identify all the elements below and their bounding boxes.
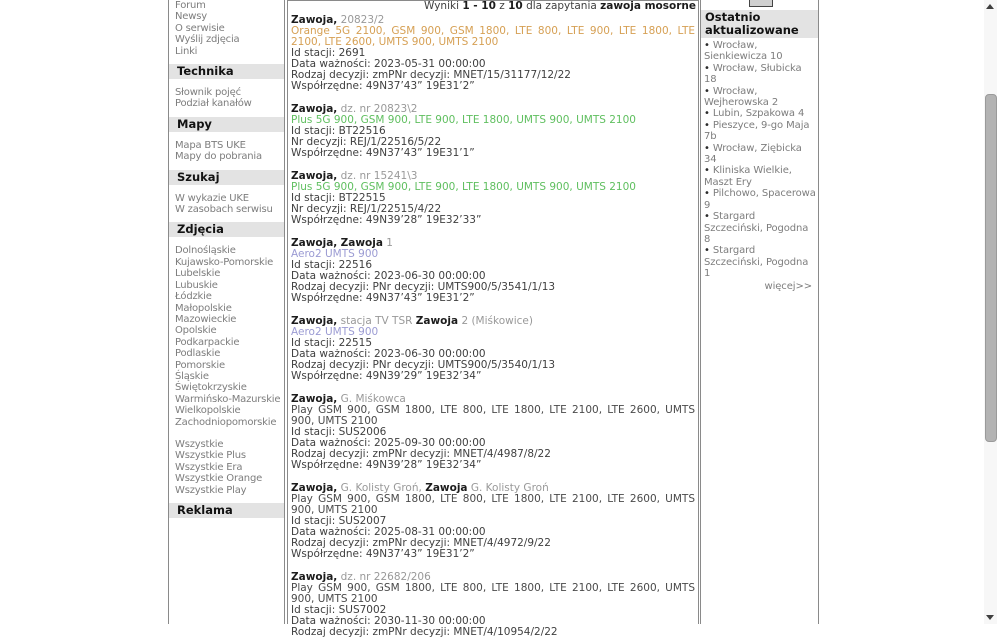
result-title-segment: dz. nr 15241\3	[340, 170, 418, 182]
result-detail-line: Id stacji: 22516	[291, 259, 373, 271]
sidebar-link[interactable]: Łódzkie	[175, 291, 212, 303]
result-details	[291, 427, 695, 471]
sidebar-link[interactable]: Lubuskie	[175, 279, 218, 291]
results-query: zawoja mosorne	[600, 0, 696, 12]
result-title-segment: 1	[386, 237, 393, 249]
left-sidebar	[168, 0, 285, 624]
result-detail-line: Współrzędne: 49N37’43” 19E31’1”	[291, 147, 475, 159]
result-details	[291, 193, 695, 226]
sidebar-link[interactable]: Wielkopolskie	[175, 405, 241, 417]
operator-bands: Plus 5G 900, GSM 900, LTE 900, LTE 1800, UMTS 900, UMTS 2100	[291, 181, 636, 193]
result-title-segment: dz. nr 22682/206	[340, 571, 431, 583]
sidebar-link-group	[169, 439, 284, 496]
scrollbar-thumb[interactable]	[985, 94, 997, 442]
result-details	[291, 516, 695, 560]
results-column	[287, 0, 699, 638]
result-detail-line: Rodzaj decyzji: zmPNr decyzji: MNET/4/4972/9/22	[291, 537, 551, 549]
sidebar-link[interactable]: Wszystkie Orange	[175, 473, 263, 485]
result-detail-line: Nr decyzji: REJ/1/22515/4/22	[291, 203, 442, 215]
result-title-segment: 2 (Miśkowice)	[461, 315, 533, 327]
result-item	[291, 238, 695, 304]
result-title-segment: 20823/2	[340, 14, 385, 26]
sidebar-link[interactable]: Wszystkie Plus	[175, 450, 246, 462]
sidebar-link[interactable]: Małopolskie	[175, 302, 232, 314]
recent-title: Ostatnio aktualizowane	[701, 10, 818, 38]
result-item	[291, 316, 695, 382]
result-title-segment: Zawoja,	[291, 571, 338, 583]
result-item	[291, 394, 695, 471]
sidebar-link[interactable]: W zasobach serwisu	[175, 204, 273, 216]
recent-item[interactable]: • Wrocław, Sienkiewicza 10	[704, 40, 816, 63]
result-title-segment: Zawoja,	[291, 237, 338, 249]
result-title-segment: Zawoja	[340, 237, 383, 249]
sidebar-link[interactable]: Mazowieckie	[175, 313, 237, 325]
sidebar-link[interactable]: Pomorskie	[175, 359, 225, 371]
sidebar-link[interactable]: Newsy	[175, 11, 207, 23]
sidebar-link[interactable]: Wszystkie Era	[175, 461, 243, 473]
sidebar-link[interactable]: Opolskie	[175, 325, 217, 337]
recent-item[interactable]: • Wrocław, Wejherowska 2	[704, 86, 816, 109]
sidebar-link-group	[169, 245, 284, 428]
vertical-scrollbar[interactable]	[984, 0, 997, 624]
results-list	[288, 13, 698, 638]
result-title-segment: Zawoja,	[291, 103, 338, 115]
sidebar-top-links	[169, 0, 284, 57]
recent-item[interactable]: • Wrocław, Ziębicka 34	[704, 143, 816, 166]
sidebar-section-groups	[169, 140, 284, 163]
operator-bands: Play GSM 900, GSM 1800, LTE 800, LTE 1800, LTE 2100, LTE 2600, UMTS 900, UMTS 2100	[291, 493, 695, 516]
results-header-prefix: Wyniki	[424, 0, 463, 12]
result-detail-line: Współrzędne: 49N39’28” 19E32’34”	[291, 459, 482, 471]
sidebar-link-group	[169, 87, 284, 110]
results-range: 1 - 10	[462, 0, 496, 12]
result-detail-line: Id stacji: SUS2007	[291, 515, 387, 527]
sidebar-section	[169, 117, 284, 163]
result-detail-line: Data ważności: 2025-08-31 00:00:00	[291, 526, 486, 538]
result-title-segment: G. Kolisty Groń	[470, 482, 549, 494]
sidebar-link[interactable]: W wykazie UKE	[175, 192, 249, 204]
result-title-segment: G. Kolisty Groń,	[340, 482, 426, 494]
result-item	[291, 171, 695, 226]
sidebar-section	[169, 503, 284, 518]
result-detail-line: Współrzędne: 49N39’29” 19E32’34”	[291, 370, 482, 382]
result-detail-line: Współrzędne: 49N37’43” 19E31’2”	[291, 292, 475, 304]
result-title-segment: Zawoja,	[291, 482, 338, 494]
result-detail-line: Data ważności: 2023-06-30 00:00:00	[291, 348, 486, 360]
sidebar-link[interactable]: Wszystkie	[175, 438, 224, 450]
recent-item[interactable]: • Stargard Szczeciński, Pogodna 8	[704, 211, 816, 245]
sidebar-link[interactable]: Forum	[175, 0, 206, 11]
operator-bands: Play GSM 900, GSM 1800, LTE 800, LTE 1800, LTE 2100, LTE 2600, UMTS 900, UMTS 2100	[291, 404, 695, 427]
result-detail-line: Data ważności: 2023-06-30 00:00:00	[291, 270, 486, 282]
result-title-segment: Zawoja	[425, 482, 468, 494]
sidebar-link[interactable]: Warmińsko-Mazurskie	[175, 393, 281, 405]
sidebar-section-groups	[169, 193, 284, 216]
result-detail-line: Rodzaj decyzji: zmPNr decyzji: MNET/4/4987/8/22	[291, 448, 551, 460]
scrollbar-up-arrow-icon[interactable]	[986, 4, 994, 9]
sidebar-section-title: Szukaj	[169, 170, 284, 185]
sidebar-link[interactable]: Podkarpackie	[175, 336, 240, 348]
operator-bands: Aero2 UMTS 900	[291, 248, 379, 260]
result-detail-line: Id stacji: 2691	[291, 47, 366, 59]
sidebar-link[interactable]: Zachodniopomorskie	[175, 416, 277, 428]
result-detail-line: Nr decyzji: REJ/1/22516/5/22	[291, 136, 442, 148]
result-detail-line: Data ważności: 2025-09-30 00:00:00	[291, 437, 486, 449]
operator-bands: Aero2 UMTS 900	[291, 326, 379, 338]
recent-item[interactable]: • Wrocław, Słubicka 18	[704, 63, 816, 86]
result-detail-line: Data ważności: 2030-11-30 00:00:00	[291, 615, 486, 627]
result-detail-line: Rodzaj decyzji: PNr decyzji: UMTS900/5/3540/1/13	[291, 359, 556, 371]
sidebar-link[interactable]: Słownik pojęć	[175, 87, 241, 99]
result-item	[291, 572, 695, 638]
sidebar-section-groups	[169, 245, 284, 496]
result-details	[291, 126, 695, 159]
result-detail-line: Id stacji: 22515	[291, 337, 373, 349]
sidebar-sections	[169, 64, 284, 518]
sidebar-link-group	[169, 193, 284, 216]
sidebar-section	[169, 222, 284, 496]
sidebar-link[interactable]: Mapy do pobrania	[175, 151, 262, 163]
result-details	[291, 48, 695, 92]
scrollbar-down-arrow-icon[interactable]	[986, 615, 994, 620]
recent-item[interactable]: • Pilchowo, Spacerowa 9	[704, 188, 816, 211]
result-title-segment: Zawoja,	[291, 393, 338, 405]
sidebar-section-title: Reklama	[169, 503, 284, 518]
more-link[interactable]: więcej>>	[764, 280, 812, 292]
result-details	[291, 260, 695, 304]
recent-item[interactable]: • Stargard Szczeciński, Pogodna 1	[704, 245, 816, 279]
sidebar-section	[169, 64, 284, 110]
sidebar-link[interactable]: Linki	[175, 45, 198, 57]
operator-bands: Play GSM 900, GSM 1800, LTE 800, LTE 1800, LTE 2100, LTE 2600, UMTS 900, UMTS 2100	[291, 582, 695, 605]
recent-item[interactable]: • Pieszyce, 9-go Maja 7b	[704, 120, 816, 143]
recent-list	[701, 38, 818, 280]
results-header: Wyniki 1 - 10 z 10 dla zapytania zawoja mosorne	[288, 0, 698, 13]
result-detail-line: Data ważności: 2023-05-31 00:00:00	[291, 58, 486, 70]
sidebar-link[interactable]: Wszystkie Play	[175, 484, 247, 496]
sidebar-link[interactable]: Mapa BTS UKE	[175, 139, 246, 151]
results-total: 10	[508, 0, 523, 12]
sidebar-link[interactable]: Lubelskie	[175, 268, 221, 280]
result-detail-line: Rodzaj decyzji: zmPNr decyzji: MNET/4/10954/2/22	[291, 626, 558, 638]
result-detail-line: Id stacji: SUS2006	[291, 426, 387, 438]
sidebar-link[interactable]: Świętokrzyskie	[175, 382, 247, 394]
result-detail-line: Współrzędne: 49N39’28” 19E32’33”	[291, 214, 482, 226]
sidebar-link[interactable]: Kujawsko-Pomorskie	[175, 256, 274, 268]
result-detail-line: Id stacji: BT22515	[291, 192, 386, 204]
result-title-segment: stacja TV TSR	[340, 315, 416, 327]
recent-item[interactable]: • Lubin, Szpakowa 4	[704, 108, 816, 119]
sidebar-link-group	[169, 140, 284, 163]
result-detail-line: Id stacji: SUS7002	[291, 604, 387, 616]
sidebar-section	[169, 170, 284, 216]
operator-bands: Orange 5G 2100, GSM 900, GSM 1800, LTE 800, LTE 900, LTE 1800, LTE 2100, LTE 2600, UMTS 900, UMTS 2100	[291, 25, 695, 48]
sidebar-link[interactable]: Podlaskie	[175, 348, 221, 360]
result-title-segment: Zawoja	[415, 315, 459, 327]
result-detail-line: Rodzaj decyzji: PNr decyzji: UMTS900/5/3541/1/13	[291, 281, 556, 293]
sidebar-link[interactable]: Dolnośląskie	[175, 245, 236, 257]
operator-bands: Plus 5G 900, GSM 900, LTE 900, LTE 1800, UMTS 900, UMTS 2100	[291, 114, 636, 126]
result-item	[291, 483, 695, 560]
sidebar-link[interactable]: Śląskie	[175, 370, 209, 382]
result-title-segment: Zawoja,	[291, 170, 338, 182]
recent-item[interactable]: • Kliniska Wielkie, Maszt Ery	[704, 165, 816, 188]
result-title-segment: G. Miśkowca	[340, 393, 406, 405]
result-title-segment: Zawoja,	[291, 315, 338, 327]
result-details	[291, 338, 695, 382]
result-item	[291, 104, 695, 159]
result-title-segment: Zawoja,	[291, 14, 338, 26]
result-title-segment: dz. nr 20823\2	[340, 103, 418, 115]
result-details	[291, 605, 695, 638]
counter-banner[interactable]	[749, 0, 773, 7]
result-detail-line: Współrzędne: 49N37’43” 19E31’2”	[291, 80, 475, 92]
sidebar-link[interactable]: Podział kanałów	[175, 98, 252, 110]
sidebar-section-title: Mapy	[169, 117, 284, 132]
result-detail-line: Rodzaj decyzji: zmPNr decyzji: MNET/15/31177/12/22	[291, 69, 571, 81]
sidebar-section-groups	[169, 87, 284, 110]
sidebar-section-title: Zdjęcia	[169, 222, 284, 237]
sidebar-link[interactable]: O serwisie	[175, 22, 225, 34]
result-detail-line: Współrzędne: 49N37’43” 19E31’2”	[291, 548, 475, 560]
sidebar-section-title: Technika	[169, 64, 284, 79]
recent-sidebar	[700, 0, 819, 624]
sidebar-link[interactable]: Wyślij zdjęcia	[175, 34, 240, 46]
result-detail-line: Id stacji: BT22516	[291, 125, 386, 137]
result-item	[291, 15, 695, 92]
